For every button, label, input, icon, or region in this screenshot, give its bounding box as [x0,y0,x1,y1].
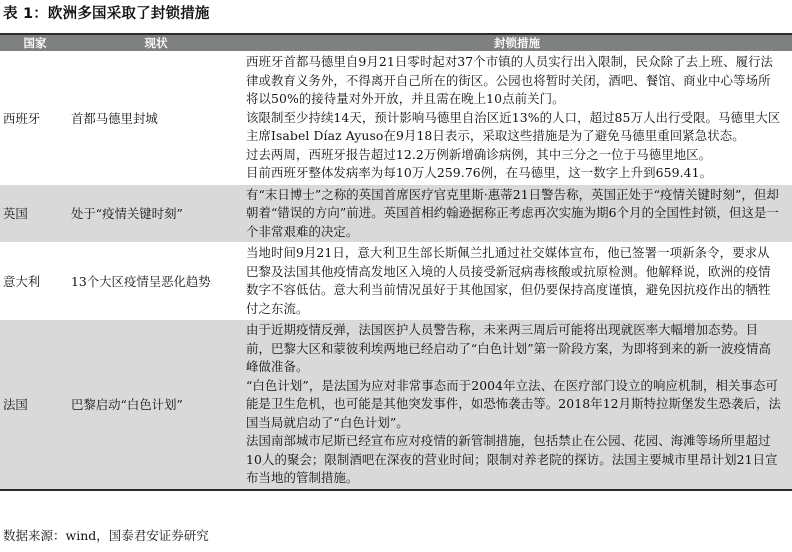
measure-paragraph: 过去两周，西班牙报告超过12.2万例新增确诊病例，其中三分之一位于马德里地区。 [246,146,712,162]
measures-cell [242,52,792,185]
measures-cell [242,184,792,243]
status-cell: 处于“疫情关键时刻” [70,184,242,243]
country-cell: 西班牙 [0,52,70,185]
measure-paragraph: 当地时间9月21日，意大利卫生部长斯佩兰扎通过社交媒体宣布，他已签署一项新条令，要求从巴黎及法国其他疫情高发地区入境的人员接受新冠病毒核酸或抗原检测。他解释说，欧洲的疫情数字不容低估。意大利当前情况虽好于其他国家，但仍要保持高度谨慎，避免因抗疫作出的牺牲付之东流。 [246,245,771,316]
table-header-row [0,34,792,52]
table-row-france [0,320,792,490]
measures-cell [242,320,792,490]
measure-paragraph: 该限制至少持续14天，预计影响马德里自治区近13%的人口，超过85万人出行受限。马德里大区主席Isabel Díaz Ayuso在9月18日表示，采取这些措施是为了避免马德里重回紧急状态。 [246,109,781,143]
table-row-uk [0,184,792,243]
status-cell: 巴黎启动“白色计划” [70,320,242,490]
status-cell: 首都马德里封城 [70,52,242,185]
measure-paragraph: 目前西班牙整体发病率为每10万人259.76例，在马德里，这一数字上升到659.41。 [246,165,713,180]
header-measures: 封锁措施 [242,34,792,52]
header-country: 国家 [0,34,70,52]
measure-paragraph: 法国南部城市尼斯已经宣布应对疫情的新管制措施，包括禁止在公园、花园、海滩等场所里超过10人的聚会；限制酒吧在深夜的营业时间；限制对养老院的探访。法国主要城市里昂计划21日宣布当地的管制措施。 [246,433,778,485]
country-cell: 英国 [0,184,70,243]
table-row-italy [0,243,792,320]
header-status: 现状 [70,34,242,52]
measures-table [0,33,792,491]
country-cell: 法国 [0,320,70,490]
measure-paragraph: “白色计划”，是法国为应对非常事态而于2004年立法、在医疗部门设立的响应机制，相关事态可能是卫生危机，也可能是其他突发事件，如恐怖袭击等。2018年12月斯特拉斯堡发生恐袭后，法国当局就启动了“白色计划”。 [246,377,782,430]
measures-cell [242,243,792,320]
country-cell: 意大利 [0,243,70,320]
status-cell: 13个大区疫情呈恶化趋势 [70,243,242,320]
table-row-spain [0,52,792,185]
data-source-note: 数据来源：wind，国泰君安证券研究 [3,528,209,543]
measure-paragraph: 西班牙首都马德里自9月21日零时起对37个市镇的人员实行出入限制，民众除了去上班、履行法律或教育义务外，不得离开自己所在的街区。公园也将暂时关闭，酒吧、餐馆、商业中心等场所将以50%的接待量对外开放，并且需在晚上10点前关门。 [246,54,774,106]
measure-paragraph: 由于近期疫情反弹，法国医护人员警告称，未来两三周后可能将出现就医率大幅增加态势。目前，巴黎大区和蒙彼利埃两地已经启动了“白色计划”第一阶段方案，为即将到来的新一波疫情高峰做准备。 [246,322,771,374]
measure-paragraph: 有“末日博士”之称的英国首席医疗官克里斯·惠蒂21日警告称，英国正处于“疫情关键时刻”，但却朝着“错误的方向”前进。英国首相约翰逊据称正考虑再次实施为期6个月的全国性封锁，但这是一个非常艰难的决定。 [246,186,779,239]
table-title: 表 1：欧洲多国采取了封锁措施 [3,6,210,22]
